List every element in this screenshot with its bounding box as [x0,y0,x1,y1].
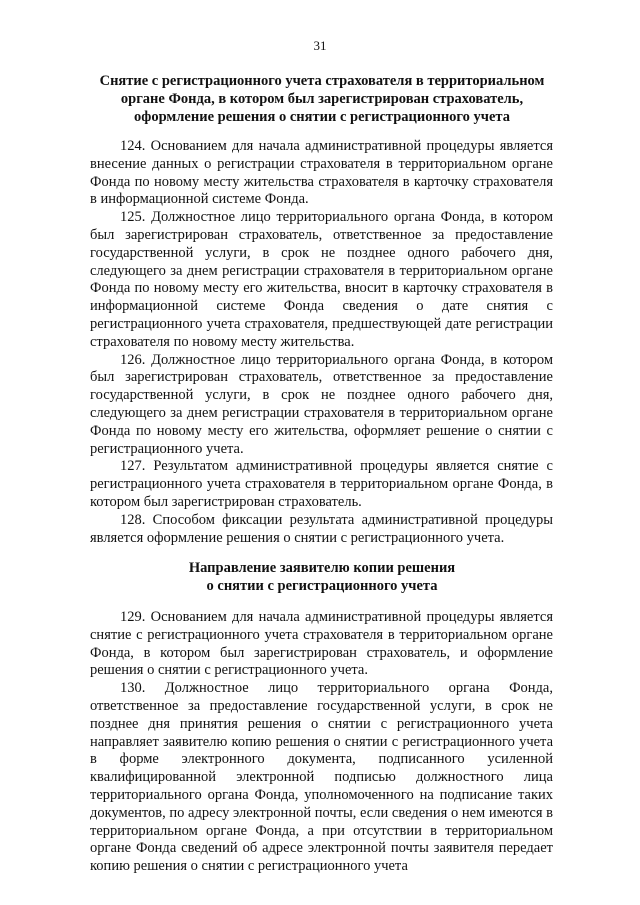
page-number: 31 [313,38,327,53]
paragraph-127: 127. Результатом административной процедуры является снятие с регистрационного учета страхователя в территориальном органе Фонда, в котором был зарегистрирован страхователь. [90,458,553,510]
section-heading-line: о снятии с регистрационного учета [206,578,438,594]
section-heading-line: Снятие с регистрационного учета страхователя в территориальном [99,73,545,89]
section-heading-line: Направление заявителю копии решения [188,560,456,576]
paragraph-128: 128. Способом фиксации результата административной процедуры является оформление решения о снятии с регистрационного учета. [90,511,553,546]
section-heading-line: органе Фонда, в котором был зарегистрирован страхователь, [120,91,524,107]
section-body-removal [90,138,553,547]
section-heading-line: оформление решения о снятии с регистрационного учета [134,109,510,125]
paragraph-130: 130. Должностное лицо территориального органа Фонда, ответственное за предоставление государственной услуги, в срок не позднее дня принятия решения о снятии с регистрационного учета направляет заявителю копию решения о снятии с регистрационного учета в форме электронного документа, подписанного усиленной квалифицированной электронной подписью должностного лица территориального органа Фонда, уполномоченного на подписание таких документов, по адресу электронной почты, если сведения о нем имеются в территориальном органе Фонда, а при отсутствии в территориальном органе Фонда сведений об адресе электронной почты заявителя передает копию решения о снятии с регистрационного учета [90,680,553,875]
paragraph-126: 126. Должностное лицо территориального органа Фонда, в котором был зарегистрирован страхователь, ответственное за предоставление государственной услуги, в срок не позднее одного рабочего дня, следующего за днем регистрации страхователя в территориальном органе Фонда по новому месту его жительства, оформляет решение о снятии с регистрационного учета. [90,351,553,457]
paragraph-125: 125. Должностное лицо территориального органа Фонда, в котором был зарегистрирован страхователь, ответственное за предоставление государственной услуги, в срок не позднее одного рабочего дня, следующего за днем регистрации страхователя в территориальном органе Фонда по новому месту его жительства, вносит в карточку страхователя в информационной системе Фонда сведения о дате снятия с регистрационного учета страхователя, предшествующей дате регистрации страхователя по новому месту жительства. [90,209,553,350]
section-body-copy-sending [90,609,553,876]
paragraph-129: 129. Основанием для начала административной процедуры является снятие с регистрационного учета страхователя в территориальном органе Фонда, в котором был зарегистрирован страхователь, и оформление решения о снятии с регистрационного учета. [90,609,553,679]
section-heading-copy-sending [84,559,560,595]
paragraph-124: 124. Основанием для начала административной процедуры является внесение данных о регистрации страхователя в территориальном органе Фонда по новому месту жительства страхователя в карточку страхователя в информационной системе Фонда. [90,138,553,208]
section-heading-removal [84,72,560,126]
